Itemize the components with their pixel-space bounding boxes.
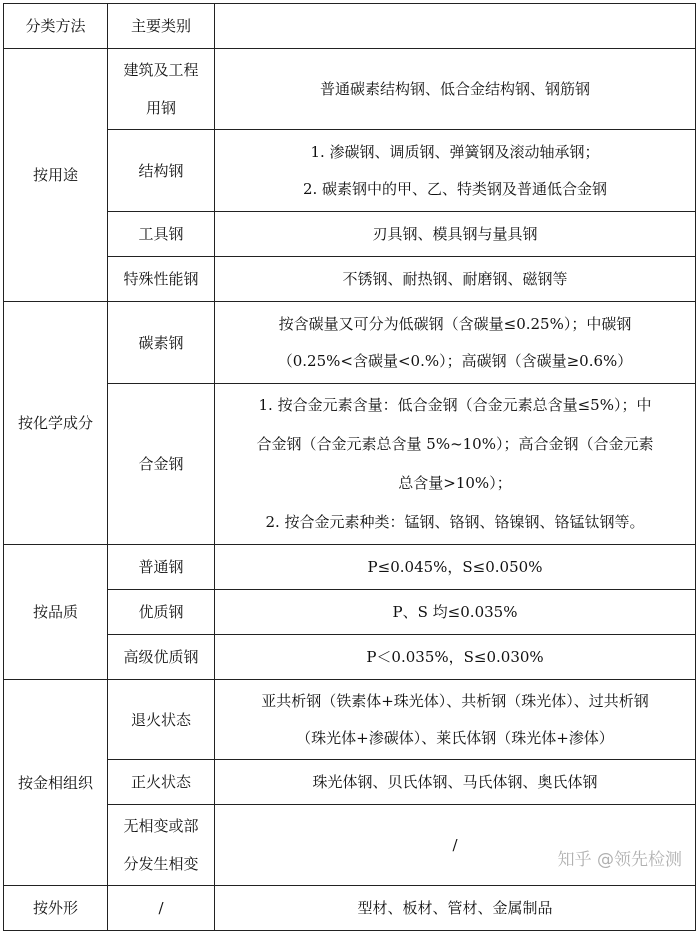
header-classification-method: 分类方法 [4,4,108,49]
category-cell: 特殊性能钢 [108,257,215,302]
description-cell: P、S 均≤0.035% [215,590,696,635]
description-cell [215,130,696,212]
category-line: 无相变或部 [123,817,199,835]
description-line: 2. 按合金元素种类：锰钢、铬钢、铬镍钢、铬锰钛钢等。 [265,513,645,531]
category-cell: 高级优质钢 [108,635,215,680]
category-line: 建筑及工程 [123,61,199,79]
description-line: 合金钢（合金元素总含量 5%~10%）；高合金钢（合金元素 [256,435,654,453]
header-description [215,4,696,49]
category-cell: 普通钢 [108,545,215,590]
category-cell: 优质钢 [108,590,215,635]
table-row [4,49,696,130]
category-cell: 正火状态 [108,760,215,805]
description-cell: 刃具钢、模具钢与量具钢 [215,212,696,257]
steel-classification-table [3,3,696,931]
group-label-chemical: 按化学成分 [4,302,108,545]
table-row [4,212,696,257]
category-cell: / [108,886,215,931]
description-cell: / [215,805,696,886]
table-row [4,130,696,212]
description-line: 2. 碳素钢中的甲、乙、特类钢及普通低合金钢 [302,179,608,198]
table-row [4,760,696,805]
description-line: 1. 渗碳钢、调质钢、弹簧钢及滚动轴承钢； [310,142,600,161]
description-cell: 普通碳素结构钢、低合金结构钢、钢筋钢 [215,49,696,130]
group-label-usage: 按用途 [4,49,108,302]
category-cell: 碳素钢 [108,302,215,384]
category-cell [108,805,215,886]
category-cell: 退火状态 [108,680,215,760]
table-header-row [4,4,696,49]
category-cell: 合金钢 [108,384,215,545]
category-cell [108,49,215,130]
description-cell: P＜0.035%，S≤0.030% [215,635,696,680]
table-row [4,805,696,886]
table-row [4,302,696,384]
table-row [4,635,696,680]
table-row [4,545,696,590]
description-cell: 型材、板材、管材、金属制品 [215,886,696,931]
description-cell: 珠光体钢、贝氏体钢、马氏体钢、奥氏体钢 [215,760,696,805]
description-cell: P≤0.045%，S≤0.050% [215,545,696,590]
description-cell [215,302,696,384]
category-cell: 结构钢 [108,130,215,212]
header-main-category: 主要类别 [108,4,215,49]
description-line: 总含量>10%）； [398,474,512,492]
table-row [4,257,696,302]
watermark-text: 知乎 @领先检测 [557,850,682,870]
table-row [4,590,696,635]
description-line: 按含碳量又可分为低碳钢（含碳量≤0.25%）；中碳钢 [278,314,632,333]
description-cell: 不锈钢、耐热钢、耐磨钢、磁钢等 [215,257,696,302]
description-line: （0.25%<含碳量<0.%）；高碳钢（含碳量≥0.6%） [277,351,633,370]
description-line: 亚共析钢（铁素体+珠光体）、共析钢（珠光体）、过共析钢 [261,691,649,710]
category-cell: 工具钢 [108,212,215,257]
category-line: 用钢 [145,99,176,117]
description-cell [215,384,696,545]
description-cell [215,680,696,760]
category-line: 分发生相变 [123,855,199,873]
description-line: 1. 按合金元素含量：低合金钢（合金元素总含量≤5%）；中 [258,396,652,414]
table-row [4,680,696,760]
table-row [4,886,696,931]
group-label-metallographic: 按金相组织 [4,680,108,886]
group-label-shape: 按外形 [4,886,108,931]
table-row [4,384,696,545]
description-line: （珠光体+渗碳体）、莱氏体钢（珠光体+渗体） [296,728,614,747]
group-label-quality: 按品质 [4,545,108,680]
